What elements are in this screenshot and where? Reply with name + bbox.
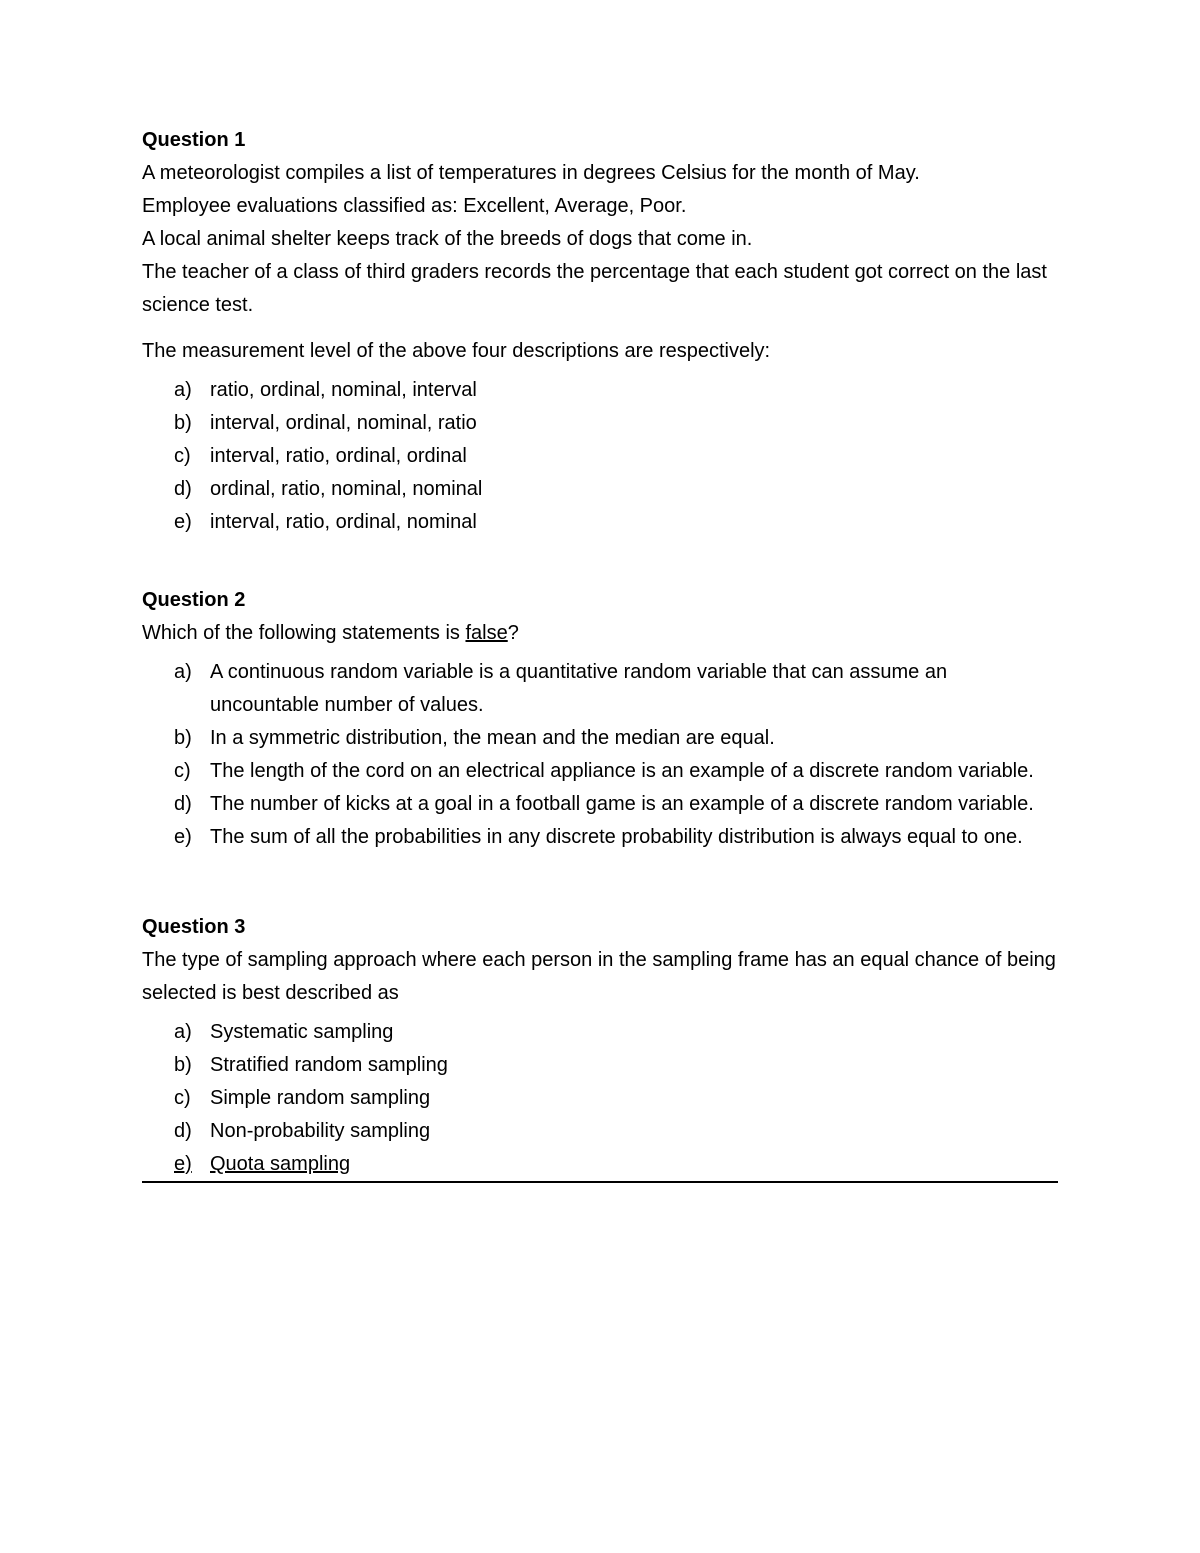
- prompt-text-end: ?: [507, 622, 519, 644]
- question-3-option-e: [142, 1148, 1058, 1183]
- question-3-title: Question 3: [142, 916, 246, 938]
- option-text: In a symmetric distribution, the mean and the median are equal.: [210, 727, 775, 749]
- option-text: Stratified random sampling: [210, 1054, 448, 1076]
- question-3-options: [142, 1016, 1058, 1183]
- question-1-line-4: The teacher of a class of third graders records the percentage that each student got correct on the last science test.: [142, 261, 1047, 316]
- question-1-options: [142, 374, 1058, 539]
- option-text: Quota sampling: [210, 1153, 351, 1175]
- prompt-emphasis: false: [465, 622, 508, 644]
- question-2-option-c: [142, 755, 1058, 788]
- option-text: interval, ordinal, nominal, ratio: [210, 412, 477, 434]
- prompt-text: Which of the following statements is: [142, 622, 466, 644]
- question-1-title: Question 1: [142, 129, 246, 151]
- option-text: The length of the cord on an electrical appliance is an example of a discrete random variable.: [210, 760, 1034, 782]
- option-letter: b): [174, 412, 192, 434]
- question-3: [142, 911, 1058, 1183]
- option-text: Systematic sampling: [210, 1021, 394, 1043]
- question-3-prompt: The type of sampling approach where each person in the sampling frame has an equal chance of being selected is best described as: [142, 949, 1056, 1004]
- question-1-line-1: A meteorologist compiles a list of temperatures in degrees Celsius for the month of May.: [142, 162, 920, 184]
- option-text: Non-probability sampling: [210, 1120, 431, 1142]
- option-letter: b): [174, 727, 192, 749]
- option-letter: e): [174, 511, 192, 533]
- question-1-prompt: The measurement level of the above four descriptions are respectively:: [142, 340, 771, 362]
- option-text: The sum of all the probabilities in any discrete probability distribution is always equal to one.: [210, 826, 1023, 848]
- question-2-options: [142, 656, 1058, 854]
- spacer: [142, 854, 1058, 911]
- question-2-option-e: [142, 821, 1058, 854]
- option-letter: d): [174, 1120, 192, 1142]
- option-text: ratio, ordinal, nominal, interval: [210, 379, 477, 401]
- question-1-option-d: [142, 473, 1058, 506]
- option-text: The number of kicks at a goal in a football game is an example of a discrete random variable.: [210, 793, 1034, 815]
- question-1-line-3: A local animal shelter keeps track of the breeds of dogs that come in.: [142, 228, 753, 250]
- option-letter: d): [174, 793, 192, 815]
- question-1: [142, 124, 1058, 539]
- question-3-option-a: [142, 1016, 1058, 1049]
- option-text: interval, ratio, ordinal, nominal: [210, 511, 477, 533]
- question-2-option-a: [142, 656, 1058, 722]
- option-text: interval, ratio, ordinal, ordinal: [210, 445, 467, 467]
- question-3-option-d: [142, 1115, 1058, 1148]
- question-1-option-c: [142, 440, 1058, 473]
- question-2-option-b: [142, 722, 1058, 755]
- question-2-title: Question 2: [142, 589, 246, 611]
- question-2-option-d: [142, 788, 1058, 821]
- option-letter: b): [174, 1054, 192, 1076]
- spacer: [142, 539, 1058, 584]
- option-letter: d): [174, 478, 192, 500]
- option-letter: e): [174, 826, 192, 848]
- question-1-line-2: Employee evaluations classified as: Excellent, Average, Poor.: [142, 195, 687, 217]
- option-letter: a): [174, 661, 192, 683]
- question-1-option-a: [142, 374, 1058, 407]
- question-3-option-b: [142, 1049, 1058, 1082]
- spacer: [142, 322, 1058, 335]
- option-letter: c): [174, 1087, 191, 1109]
- option-letter: a): [174, 379, 192, 401]
- question-1-option-b: [142, 407, 1058, 440]
- option-letter: e): [174, 1153, 192, 1175]
- option-text: Simple random sampling: [210, 1087, 431, 1109]
- question-1-option-e: [142, 506, 1058, 539]
- option-letter: c): [174, 445, 191, 467]
- question-3-option-c: [142, 1082, 1058, 1115]
- option-text: ordinal, ratio, nominal, nominal: [210, 478, 483, 500]
- option-letter: c): [174, 760, 191, 782]
- document-content: [142, 124, 1058, 1183]
- question-2-prompt: [142, 617, 1058, 650]
- option-letter: a): [174, 1021, 192, 1043]
- option-text: A continuous random variable is a quantitative random variable that can assume an uncountable number of values.: [210, 661, 948, 716]
- question-2: [142, 584, 1058, 854]
